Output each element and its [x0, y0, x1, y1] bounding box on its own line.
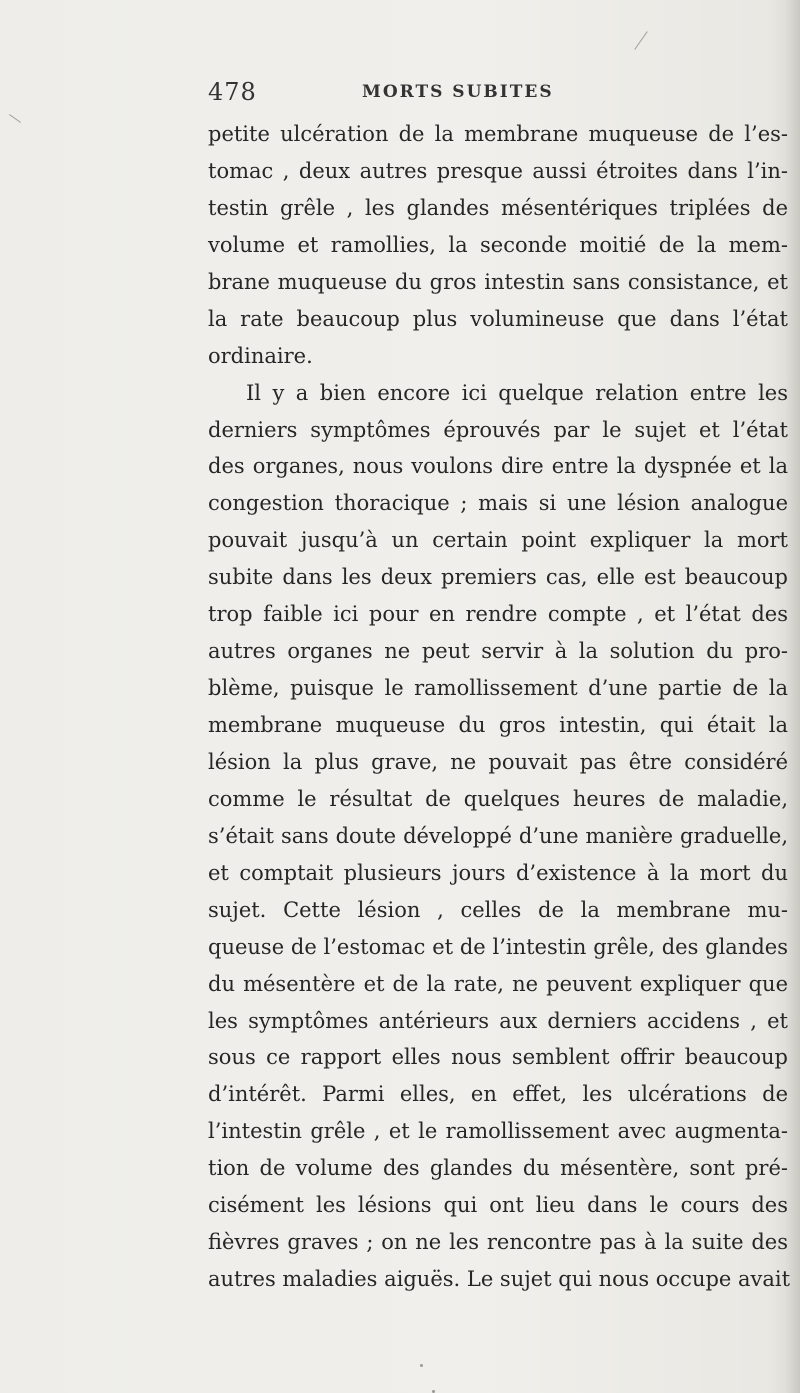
text-line: et comptait plusieurs jours d’existence à la mort du — [208, 860, 788, 885]
text-line: sous ce rapport elles nous semblent offrir beaucoup — [208, 1045, 788, 1070]
text-line: du mésentère et de la rate, ne peuvent expliquer que — [208, 971, 788, 996]
page-header — [0, 78, 800, 110]
text-line: trop faible ici pour en rendre compte , et l’état des — [208, 602, 788, 627]
text-line: tion de volume des glandes du mésentère, sont pré- — [208, 1156, 788, 1181]
pencil-mark — [9, 114, 21, 123]
page-number: 478 — [208, 78, 257, 106]
text-line: volume et ramollies, la seconde moitié de la mem- — [208, 232, 788, 257]
text-line: Il y a bien encore ici quelque relation entre les — [246, 380, 788, 405]
text-line: s’était sans doute développé d’une manière graduelle, — [208, 823, 788, 848]
text-line: blème, puisque le ramollissement d’une partie de la — [208, 676, 788, 701]
text-line: les symptômes antérieurs aux derniers accidens , et — [208, 1008, 788, 1033]
text-line: cisément les lésions qui ont lieu dans le cours des — [208, 1193, 788, 1218]
text-line: derniers symptômes éprouvés par le sujet et l’état — [208, 417, 788, 442]
running-head: MORTS SUBITES — [362, 82, 554, 102]
text-line: lésion la plus grave, ne pouvait pas être considéré — [208, 749, 788, 774]
text-line: fièvres graves ; on ne les rencontre pas à la suite des — [208, 1230, 788, 1255]
text-line: ordinaire. — [208, 343, 313, 368]
text-line: comme le résultat de quelques heures de maladie, — [208, 786, 788, 811]
text-line: sujet. Cette lésion , celles de la membrane mu- — [208, 897, 788, 922]
text-line: subite dans les deux premiers cas, elle est beaucoup — [208, 565, 788, 590]
paper-speck — [420, 1364, 423, 1367]
text-line: queuse de l’estomac et de l’intestin grêle, des glandes — [208, 934, 788, 959]
text-line: petite ulcération de la membrane muqueuse de l’es- — [208, 122, 788, 146]
text-line: brane muqueuse du gros intestin sans consistance, et — [208, 269, 788, 294]
text-line: autres organes ne peut servir à la solution du pro- — [208, 639, 788, 664]
body-text — [208, 116, 791, 1298]
text-line: pouvait jusqu’à un certain point expliquer la mort — [208, 528, 788, 553]
text-line: congestion thoracique ; mais si une lésion analogue — [208, 491, 788, 516]
text-line: l’intestin grêle , et le ramollissement avec augmenta- — [208, 1119, 788, 1144]
text-line: tomac , deux autres presque aussi étroites dans l’in- — [208, 158, 788, 183]
text-line: testin grêle , les glandes mésentériques triplées de — [208, 195, 788, 220]
text-line: membrane muqueuse du gros intestin, qui était la — [208, 713, 788, 737]
text-line: autres maladies aiguës. Le sujet qui nous occupe avait — [208, 1267, 791, 1292]
pencil-mark — [634, 31, 647, 50]
text-line: la rate beaucoup plus volumineuse que dans l’état — [208, 306, 788, 331]
text-line: des organes, nous voulons dire entre la dyspnée et la — [208, 454, 788, 479]
text-line: d’intérêt. Parmi elles, en effet, les ulcérations de — [208, 1082, 788, 1107]
